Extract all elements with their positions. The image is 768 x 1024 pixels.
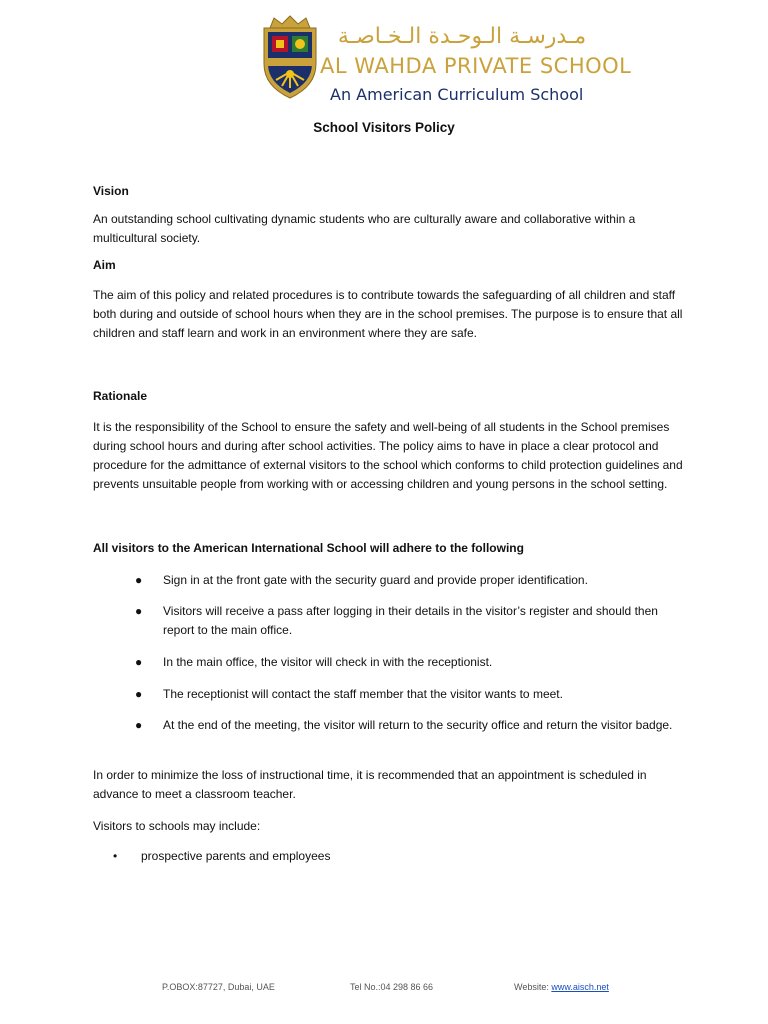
school-english-name: AL WAHDA PRIVATE SCHOOL: [320, 54, 632, 78]
bullet-icon: ●: [135, 687, 143, 701]
list-item: [135, 653, 680, 672]
list-item: [135, 602, 680, 640]
list-item-text: Visitors will receive a pass after logging in their details in the visitor’s register and should then report to the main office.: [163, 604, 658, 637]
page-footer: [0, 982, 768, 998]
aim-text: The aim of this policy and related procedures is to contribute towards the safeguarding of all children and staff both during and outside of school hours when they are in the school premises. The purpose is to ensure that all children and staff learn and work in an environment where they are safe.: [93, 288, 683, 340]
school-header: [260, 14, 632, 104]
page-title: School Visitors Policy: [313, 120, 455, 135]
list-item-text: In the main office, the visitor will check in with the receptionist.: [163, 655, 493, 669]
rationale-text: It is the responsibility of the School to ensure the safety and well-being of all students in the School premises during school hours and during after school activities. The policy aims to have in place a clear protocol and procedure for the admittance of external visitors to the school which conforms to child protection guidelines and prevents unsuitable people from working with or accessing children and young persons in the school setting.: [93, 420, 683, 491]
aim-heading: Aim: [93, 258, 116, 272]
adhere-heading: All visitors to the American International School will adhere to the following: [93, 541, 524, 555]
footer-telephone: Tel No.:04 298 86 66: [350, 982, 434, 992]
rationale-heading: Rationale: [93, 389, 148, 403]
list-item: [135, 716, 680, 735]
bullet-icon: ●: [135, 604, 143, 618]
school-arabic-name: مـدرسـة الـوحـدة الـخـاصـة: [337, 24, 587, 49]
footer-po-box: P.OBOX:87727, Dubai, UAE: [162, 982, 275, 992]
bullet-icon: •: [113, 849, 118, 863]
bullet-icon: ●: [135, 573, 143, 587]
list-item: [135, 685, 680, 704]
appointment-text: In order to minimize the loss of instructional time, it is recommended that an appointment is scheduled in advance to meet a classroom teacher.: [93, 768, 647, 801]
list-item-text: At the end of the meeting, the visitor will return to the security office and return the visitor badge.: [163, 718, 673, 732]
school-crest-icon: [260, 14, 320, 100]
vision-text: An outstanding school cultivating dynamic students who are culturally aware and collaborative within a multicultural society.: [93, 212, 636, 245]
list-item: [113, 847, 658, 866]
website-link[interactable]: www.aisch.net: [551, 982, 609, 992]
vision-heading: Vision: [93, 184, 129, 198]
visitors-heading: Visitors to schools may include:: [93, 819, 261, 833]
list-item-text: Sign in at the front gate with the security guard and provide proper identification.: [163, 573, 588, 587]
footer-website-label: Website:: [514, 982, 552, 992]
list-item: [135, 571, 680, 590]
bullet-icon: ●: [135, 655, 143, 669]
bullet-icon: ●: [135, 718, 143, 732]
school-tagline: An American Curriculum School: [330, 85, 584, 104]
list-item-text: The receptionist will contact the staff member that the visitor wants to meet.: [163, 687, 563, 701]
list-item-text: prospective parents and employees: [141, 849, 331, 863]
footer-website: [514, 982, 609, 992]
